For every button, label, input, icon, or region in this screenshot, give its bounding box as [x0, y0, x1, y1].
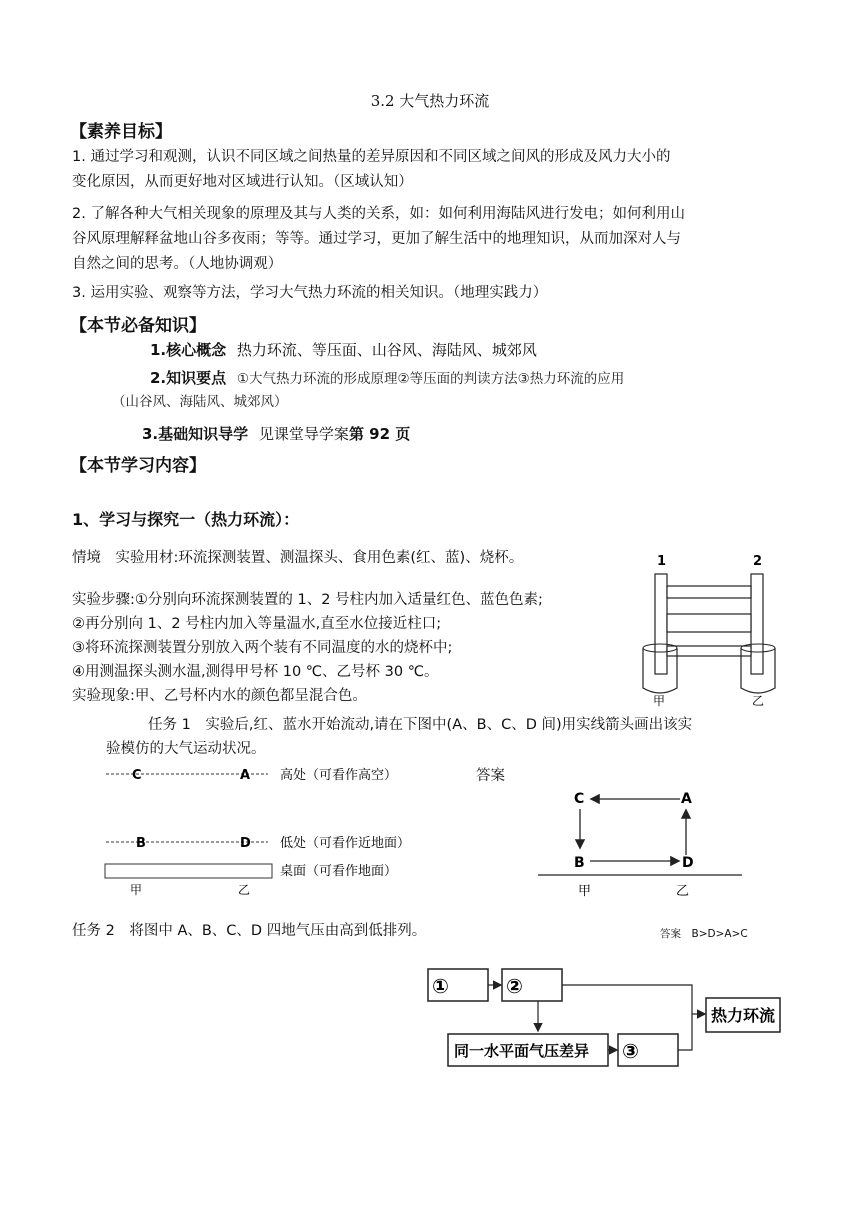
goal-line: 2. 了解各种大气相关现象的原理及其与人类的关系，如：如何利用海陆风进行发电；如何利用山 — [72, 206, 685, 222]
flow-diagram — [420, 962, 790, 1074]
key-points — [150, 367, 624, 388]
situation-text: 情境 实验用材:环流探测装置、测温探头、食用色素(红、蓝)、烧杯。 — [72, 550, 524, 566]
point-b: B — [136, 836, 146, 851]
step-line: ③将环流探测装置分别放入两个装有不同温度的水的烧杯中; — [72, 640, 453, 656]
task2-text: 任务 2 将图中 A、B、C、D 四地气压由高到低排列。 — [72, 923, 427, 939]
document-title: 3.2 大气热力环流 — [370, 92, 490, 110]
task1-line1: 任务 1 实验后,红、蓝水开始流动,请在下图中(A、B、C、D 间)用实线箭头画出该实 — [148, 717, 693, 733]
ans-point-c: C — [574, 791, 585, 807]
core-text: 热力环流、等压面、山谷风、海陆风、城郊风 — [236, 341, 537, 359]
jia-label: 甲 — [130, 883, 143, 897]
task2-answer: 答案 B>D>A>C — [660, 928, 748, 940]
points-text: ①大气热力环流的形成原理②等压面的判读方法③热力环流的应用 — [236, 371, 625, 387]
guide-label: 3.基础知识导学 — [142, 425, 249, 443]
guide-text: 见课堂导学案 — [258, 425, 349, 443]
col2-label: 2 — [753, 554, 763, 569]
goal-line: 变化原因，从而更好地对区域进行认知。（区域认知） — [72, 174, 413, 190]
flow-box-1-label: ① — [432, 974, 449, 998]
ans-yi: 乙 — [676, 884, 690, 899]
basic-guide — [142, 423, 410, 444]
goal-line: 谷风原理解释盆地山谷多夜雨；等等。通过学习，更加了解生活中的地理知识，从而加深对人与 — [72, 231, 681, 247]
goals-header: 【素养目标】 — [70, 122, 172, 142]
content-header: 【本节学习内容】 — [70, 456, 206, 476]
point-d: D — [240, 836, 251, 851]
ans-point-a: A — [681, 791, 692, 807]
step-line: ④用测温探头测水温,测得甲号杯 10 ℃、乙号杯 30 ℃。 — [72, 664, 439, 680]
goal-line: 3. 运用实验、观察等方法，学习大气热力环流的相关知识。（地理实践力） — [72, 285, 548, 301]
cup-jia-label: 甲 — [653, 694, 666, 708]
yi-label: 乙 — [238, 883, 251, 897]
step-line: ②再分别向 1、2 号柱内加入等量温水,直至水位接近柱口; — [72, 616, 442, 632]
step-line: 实验现象:甲、乙号杯内水的颜色都呈混合色。 — [72, 688, 367, 704]
core-label: 1.核心概念 — [150, 341, 227, 359]
points-text-cont: （山谷风、海陆风、城郊风） — [112, 394, 288, 410]
guide-page: 第 92 页 — [348, 425, 411, 443]
core-concepts — [150, 339, 537, 360]
inquiry-title: 1、学习与探究一（热力环流）： — [72, 510, 300, 529]
high-label: 高处（可看作高空） — [280, 768, 398, 783]
task1-answer-label: 答案 — [476, 768, 505, 784]
goal-line: 自然之间的思考。（人地协调观） — [72, 256, 283, 272]
table-label: 桌面（可看作地面） — [280, 864, 398, 879]
knowledge-header: 【本节必备知识】 — [70, 316, 206, 336]
ans-point-d: D — [682, 855, 694, 871]
point-a: A — [240, 768, 251, 783]
low-label: 低处（可看作近地面） — [280, 836, 411, 851]
answer-figure — [530, 785, 750, 900]
apparatus-diagram — [635, 548, 785, 708]
flow-box-2-label: ② — [506, 974, 523, 998]
ans-jia: 甲 — [578, 884, 592, 899]
task1-figure — [100, 762, 460, 900]
ans-point-b: B — [574, 855, 585, 871]
flow-result-label: 热力环流 — [711, 1006, 776, 1025]
step-line: 实验步骤:①分别向环流探测装置的 1、2 号柱内加入适量红色、蓝色色素; — [72, 592, 543, 608]
flow-diff-label: 同一水平面气压差异 — [454, 1042, 590, 1060]
points-label: 2.知识要点 — [150, 369, 227, 387]
task1-line2: 验模仿的大气运动状况。 — [106, 741, 266, 757]
point-c: C — [132, 768, 142, 783]
col1-label: 1 — [657, 554, 667, 569]
flow-box-3-label: ③ — [622, 1039, 639, 1063]
cup-yi-label: 乙 — [752, 694, 765, 708]
goal-line: 1. 通过学习和观测，认识不同区域之间热量的差异原因和不同区域之间风的形成及风力大小的 — [72, 149, 671, 165]
